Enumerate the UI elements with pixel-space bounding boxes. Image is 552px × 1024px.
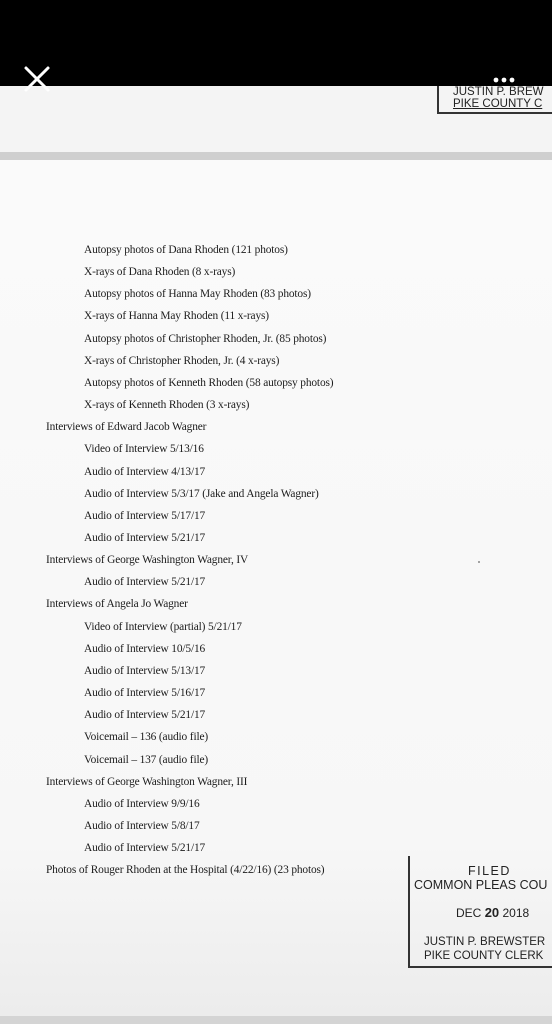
list-item: Audio of Interview 5/21/17 xyxy=(84,576,206,589)
stamp-filed-title: FILED xyxy=(468,864,511,878)
list-item: Audio of Interview 4/13/17 xyxy=(84,465,206,478)
list-item: Audio of Interview 9/9/16 xyxy=(84,797,200,810)
stamp-clerk-office: PIKE COUNTY CLERK xyxy=(424,950,544,962)
stamp-date-year: 2018 xyxy=(502,906,530,920)
list-item: X-rays of Kenneth Rhoden (3 x-rays) xyxy=(84,399,250,411)
section-heading: Interviews of George Washington Wagner, III xyxy=(46,775,248,788)
stamp-corner xyxy=(408,856,422,862)
list-item: Audio of Interview 5/8/17 xyxy=(84,819,200,832)
close-icon xyxy=(20,62,54,96)
list-item: Video of Interview (partial) 5/21/17 xyxy=(84,620,242,633)
list-item: X-rays of Hanna May Rhoden (11 x-rays) xyxy=(84,310,269,323)
stamp-court: COMMON PLEAS COU xyxy=(414,878,548,892)
list-item: Audio of Interview 5/17/17 xyxy=(84,509,206,522)
list-item: Audio of Interview 5/21/17 xyxy=(84,531,206,544)
list-item: Voicemail – 136 (audio file) xyxy=(84,731,209,744)
previous-page-stamp xyxy=(437,86,552,114)
prev-stamp-line1: JUSTIN P. BREW xyxy=(453,86,544,98)
stamp-date-month: DEC xyxy=(456,906,482,920)
previous-page-strip xyxy=(0,86,552,152)
list-item: Autopsy photos of Hanna May Rhoden (83 photos) xyxy=(84,288,311,301)
list-item: Video of Interview 5/13/16 xyxy=(84,443,204,456)
page-bottom-edge xyxy=(0,1016,552,1024)
list-item: Audio of Interview 10/5/16 xyxy=(84,642,206,655)
section-heading: Interviews of Angela Jo Wagner xyxy=(46,598,188,611)
list-item: X-rays of Dana Rhoden (8 x-rays) xyxy=(84,266,236,279)
viewer-top-bar xyxy=(0,0,552,86)
list-item: Autopsy photos of Christopher Rhoden, Jr. (85 photos) xyxy=(84,332,327,345)
stamp-clerk-name: JUSTIN P. BREWSTER xyxy=(424,936,546,948)
section-heading: Interviews of Edward Jacob Wagner xyxy=(46,421,207,434)
section-heading: Interviews of George Washington Wagner, IV xyxy=(46,554,249,567)
scan-speck xyxy=(478,561,480,563)
page-gap xyxy=(0,152,552,160)
list-item: Audio of Interview 5/21/17 xyxy=(84,709,206,722)
list-item: Audio of Interview 5/13/17 xyxy=(84,664,206,677)
list-item: Autopsy photos of Kenneth Rhoden (58 autopsy photos) xyxy=(84,376,334,389)
list-item: Audio of Interview 5/3/17 (Jake and Angela Wagner) xyxy=(84,487,319,500)
more-dots-icon xyxy=(484,70,524,86)
section-heading: Photos of Rouger Rhoden at the Hospital (4/22/16) (23 photos) xyxy=(46,864,325,877)
list-item: Audio of Interview 5/21/17 xyxy=(84,842,206,854)
list-item: X-rays of Christopher Rhoden, Jr. (4 x-rays) xyxy=(84,354,280,367)
filed-stamp xyxy=(408,862,552,968)
list-item: Autopsy photos of Dana Rhoden (121 photos) xyxy=(84,244,288,256)
stamp-date-day: 20 xyxy=(484,905,500,920)
list-item: Audio of Interview 5/16/17 xyxy=(84,687,206,699)
stamp-date xyxy=(456,905,529,920)
prev-stamp-line2: PIKE COUNTY C xyxy=(453,98,543,110)
list-item: Voicemail – 137 (audio file) xyxy=(84,753,209,766)
more-options-button[interactable] xyxy=(484,70,524,86)
close-button[interactable] xyxy=(20,62,54,96)
